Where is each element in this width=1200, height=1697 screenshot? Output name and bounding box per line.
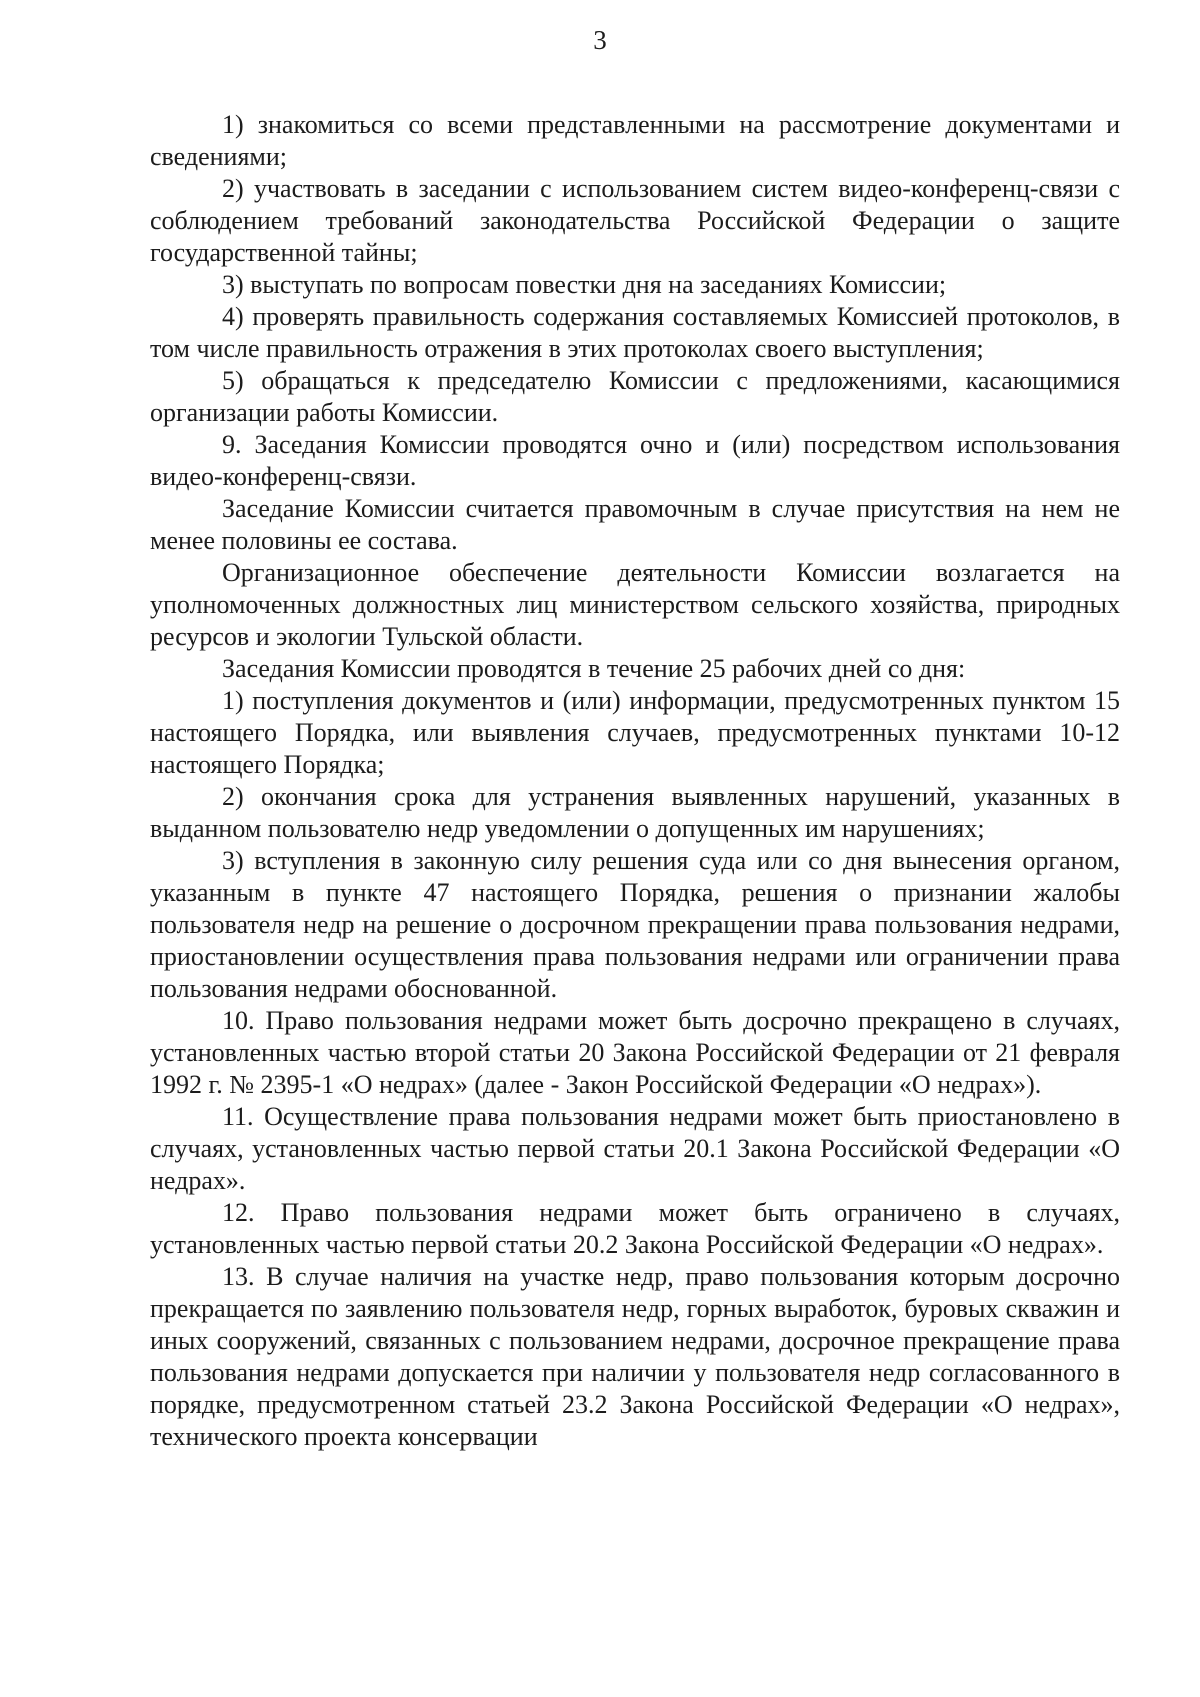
paragraph-item-10: 10. Право пользования недрами может быть досрочно прекращено в случаях, установленных частью второй статьи 20 Закона Российской Федерации от 21 февраля 1992 г. № 2395-1 «О недрах» (далее - Закон Российской Федерации «О недрах»).: [150, 1006, 1120, 1099]
paragraph-item-12: 12. Право пользования недрами может быть ограничено в случаях, установленных частью первой статьи 20.2 Закона Российской Федерации «О недрах».: [150, 1198, 1120, 1259]
paragraph-right-5: 5) обращаться к председателю Комиссии с предложениями, касающимися организации работы Комиссии.: [150, 366, 1120, 427]
paragraph-item-13: 13. В случае наличия на участке недр, право пользования которым досрочно прекращается по заявлению пользователя недр, горных выработок, буровых скважин и иных сооружений, связанных с пользованием недрами, досрочное прекращение права пользования недрами допускается при наличии у пользователя недр согласованного в порядке, предусмотренном статьей 23.2 Закона Российской Федерации «О недрах», технического проекта консервации: [150, 1262, 1120, 1451]
page-number: 3: [593, 25, 607, 55]
paragraph-timeline-1: 1) поступления документов и (или) информации, предусмотренных пунктом 15 настоящего Порядка, или выявления случаев, предусмотренных пунктами 10-12 настоящего Порядка;: [150, 686, 1120, 779]
paragraph-item-9: 9. Заседания Комиссии проводятся очно и (или) посредством использования видео-конференц-связи.: [150, 430, 1120, 491]
paragraph-organizational-support: Организационное обеспечение деятельности Комиссии возлагается на уполномоченных должностных лиц министерством сельского хозяйства, природных ресурсов и экологии Тульской области.: [150, 558, 1120, 651]
paragraph-right-1: 1) знакомиться со всеми представленными на рассмотрение документами и сведениями;: [150, 110, 1120, 171]
paragraph-item-11: 11. Осуществление права пользования недрами может быть приостановлено в случаях, установленных частью первой статьи 20.1 Закона Российской Федерации «О недрах».: [150, 1102, 1120, 1195]
document-body: [150, 109, 1120, 1453]
paragraph-right-2: 2) участвовать в заседании с использованием систем видео-конференц-связи с соблюдением требований законодательства Российской Федерации о защите государственной тайны;: [150, 174, 1120, 267]
paragraph-meeting-timeline: Заседания Комиссии проводятся в течение 25 рабочих дней со дня:: [222, 654, 966, 683]
paragraph-timeline-3: 3) вступления в законную силу решения суда или со дня вынесения органом, указанным в пункте 47 настоящего Порядка, решения о признании жалобы пользователя недр на решение о досрочном прекращении права пользования недрами, приостановлении осуществления права пользования недрами или ограничении права пользования недрами обоснованной.: [150, 846, 1120, 1003]
paragraph-right-4: 4) проверять правильность содержания составляемых Комиссией протоколов, в том числе правильность отражения в этих протоколах своего выступления;: [150, 302, 1120, 363]
paragraph-right-3: 3) выступать по вопросам повестки дня на заседаниях Комиссии;: [222, 270, 947, 299]
paragraph-quorum: Заседание Комиссии считается правомочным в случае присутствия на нем не менее половины ее состава.: [150, 494, 1120, 555]
paragraph-timeline-2: 2) окончания срока для устранения выявленных нарушений, указанных в выданном пользователю недр уведомлении о допущенных им нарушениях;: [150, 782, 1120, 843]
